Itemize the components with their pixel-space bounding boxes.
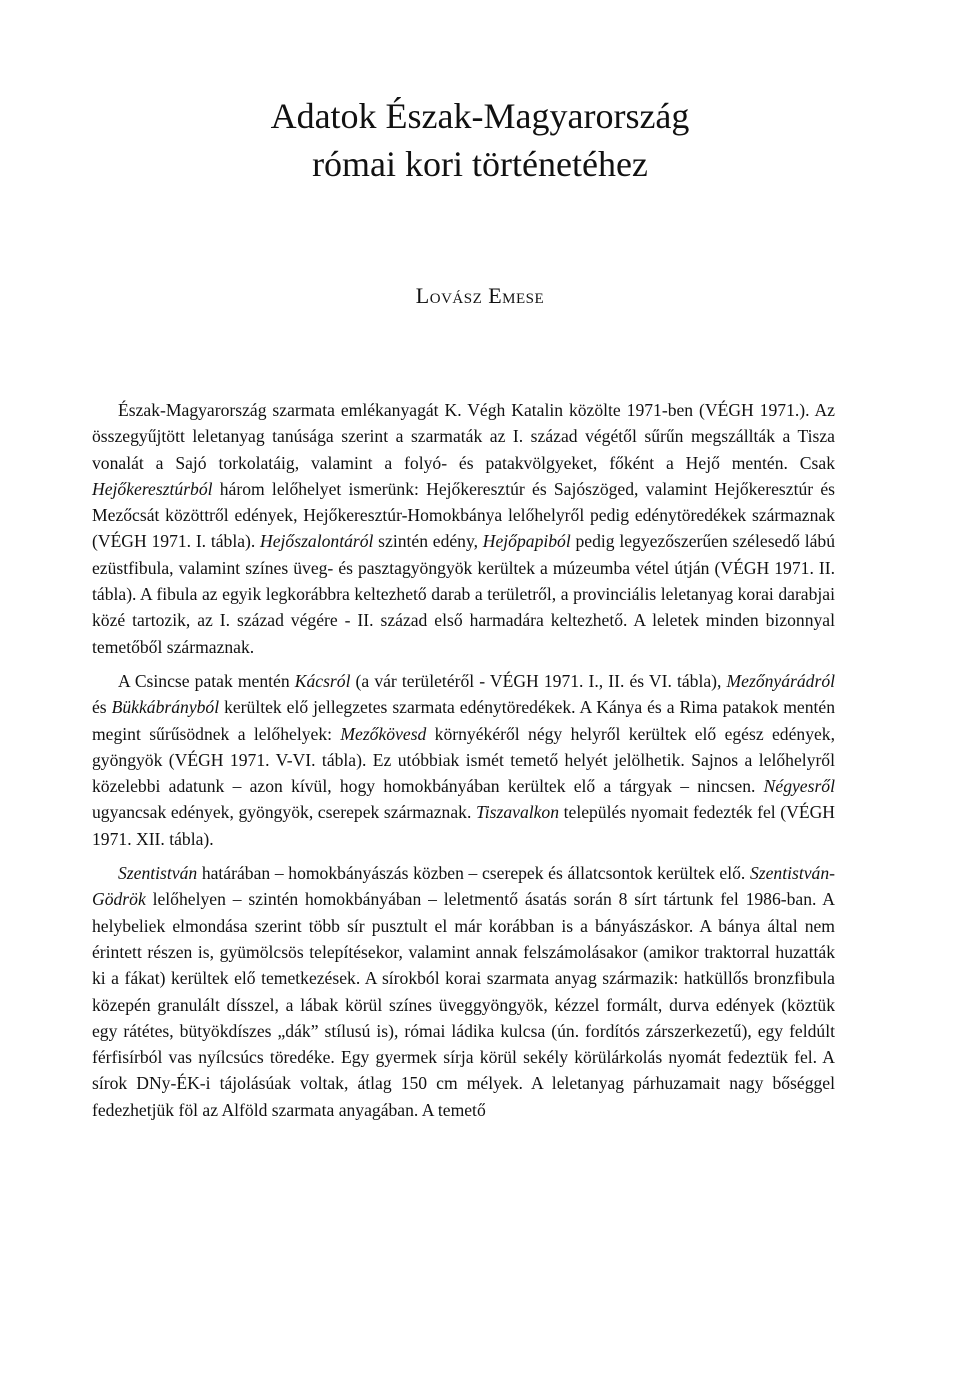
place-name-italic: Kácsról xyxy=(294,670,351,691)
place-name-italic: Mezőnyárádról xyxy=(726,670,836,691)
text-run: határában – homokbányászás közben – cserepek és állatcsontok kerültek elő. xyxy=(197,863,750,884)
text-run: három lelőhelyet ismerünk: Hejőkeresztúr és Sajószöged, valamint Hejőkeresztúr és Mezőcsát közöttről edények, Hejőkeresztúr-Homokbánya lelőhelyről pedig edénytöredékek származnak (VÉGH 1971. I. tábla). xyxy=(92,478,835,552)
text-run: (a vár területéről - VÉGH 1971. I., II. és VI. tábla), xyxy=(350,670,727,691)
article-body xyxy=(92,397,835,1123)
text-run: szintén edény, xyxy=(373,531,483,552)
text-run: Észak-Magyarország szarmata emlékanyagát K. Végh Katalin közölte 1971-ben (VÉGH 1971.). Az összegyűjtött leletanyag tanúsága szerint a szarmaták az I. század végétől sűrűn megszállták a Tisza vonalát a Sajó torkolatáig, valamint a folyó- és patakvölgyeket, főként a Hejő mentén. Csak xyxy=(92,400,835,473)
place-name-italic: Szentistván-Gödrök xyxy=(92,863,835,910)
text-run: és xyxy=(92,697,112,718)
article-title-line-2: római kori történetéhez xyxy=(312,144,648,184)
place-name-italic: Szentistván xyxy=(118,863,198,884)
place-name-italic: Hejőszalontáról xyxy=(260,531,374,552)
text-run: település nyomait fedezték fel (VÉGH 1971. XII. tábla). xyxy=(92,802,836,849)
article-title-line-1: Adatok Észak-Magyarország xyxy=(270,96,690,136)
text-run: környékéről négy helyről kerültek elő egész edények, gyöngyök (VÉGH 1971. V-VI. tábla). Ez utóbbiak ismét temető helyét jelölhetik. Sajnos a lelőhelyről közelebbi adatunk – azon kívül, hogy homokbányában kerültek elő a tárgyak – nincsen. xyxy=(92,723,835,797)
text-run: kerültek elő jellegzetes szarmata edénytöredékek. A Kánya és a Rima patakok mentén megint sűrűsödnek a lelőhelyek: xyxy=(92,697,836,744)
place-name-italic: Bükkábrányból xyxy=(111,697,220,718)
place-name-italic: Mezőkövesd xyxy=(340,723,427,744)
article-title xyxy=(0,92,960,188)
text-run: ugyancsak edények, gyöngyök, cserepek származnak. xyxy=(92,802,476,823)
place-name-italic: Hejőpapiból xyxy=(482,531,571,552)
paragraph-1 xyxy=(92,397,835,660)
place-name-italic: Négyesről xyxy=(763,776,835,797)
text-run: lelőhelyen – szintén homokbányában – leletmentő ásatás során 8 sírt tártunk fel 1986-ban. A helybeliek elmondása szerint több sír pusztult el már korábban is a bányászáskor. A bánya által nem érintett részen is, gyümölcsös telepítésekor, valamint annak felszámolásakor (amikor traktorral huzatták ki a fákat) kerültek elő temetkezések. A sírokból korai szarmata anyag származik: hatküllős bronzfibula közepén granulált dísszel, a lábak körül színes üveggyöngyök, kézzel formált, durva edények (köztük egy rátétes, bütyökdíszes „dák” stílusú is), római ládika kulcsa (ún. fordítós zárszerkezetű), egy feldúlt férfisírból vas nyílcsúcs töredéke. Egy gyermek sírja körül sekély körülárkolás nyomát fedeztük fel. A sírok DNy-ÉK-i tájolásúak voltak, átlag 150 cm mélyek. A leletanyag párhuzamait nagy bőséggel fedezhetjük föl az Alföld szarmata anyagában. A temető xyxy=(92,889,835,1120)
paragraph-3 xyxy=(92,860,835,1123)
text-run: pedig legyezőszerűen szélesedő lábú ezüstfibula, valamint színes üveg- és pasztagyöngyök kerültek a múzeumba vétel útján (VÉGH 1971. II. tábla). A fibula az egyik legkorábbra keltezhető darab a területről, a provinciális leletanyag korai darabjai közé tartozik, az I. század végére - II. század első harmadára keltezhető. A leletek minden bizonnyal temetőből származnak. xyxy=(92,531,835,657)
paragraph-2 xyxy=(92,668,835,852)
place-name-italic: Hejőkeresztúrból xyxy=(92,478,213,499)
author-name: Lovász Emese xyxy=(415,283,545,308)
place-name-italic: Tiszavalkon xyxy=(475,802,560,823)
text-run: A Csincse patak mentén xyxy=(118,670,295,691)
